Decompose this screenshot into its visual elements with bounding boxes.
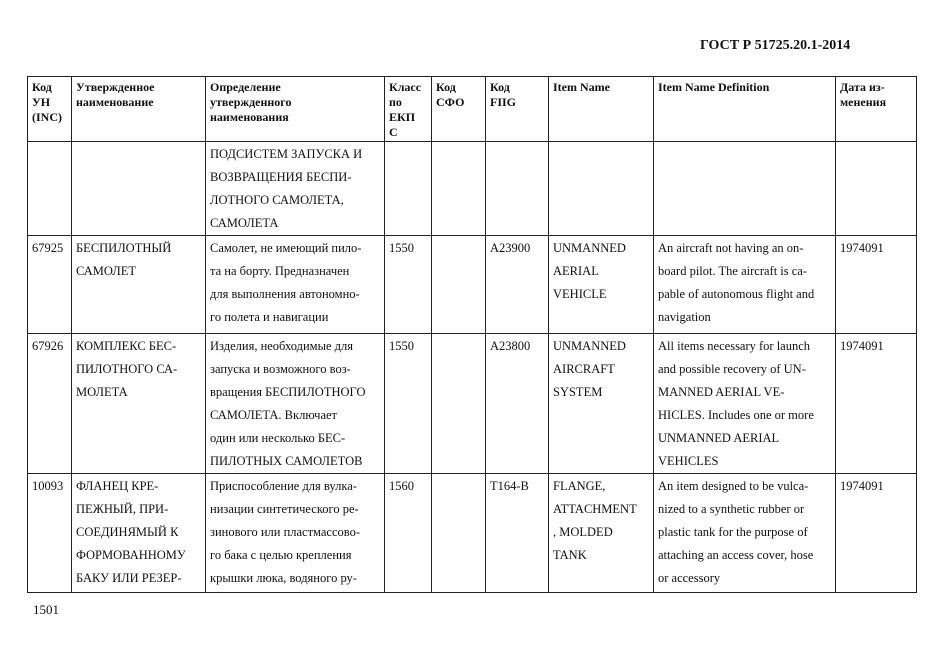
col-header-fiig-code: Код FIIG	[486, 77, 549, 142]
cell-item-name	[549, 142, 654, 236]
cell-change-date: 1974091	[836, 474, 917, 593]
cell-approved-name: БЕСПИЛОТНЫЙ САМОЛЕТ	[72, 236, 206, 334]
col-header-definition: Определение утвержденного наименования	[206, 77, 385, 142]
cell-item-definition: An aircraft not having an on- board pilot. The aircraft is ca- pable of autonomous flight and navigation	[654, 236, 836, 334]
cell-change-date	[836, 142, 917, 236]
cell-sfo-code	[432, 142, 486, 236]
cell-fsc-class: 1560	[385, 474, 432, 593]
cell-sfo-code	[432, 474, 486, 593]
page-number: 1501	[33, 602, 59, 617]
table-row-continuation	[28, 142, 917, 236]
cell-sfo-code	[432, 236, 486, 334]
table-row	[28, 474, 917, 593]
cell-definition: Приспособление для вулка- низации синтетического ре- зинового или пластмассово- го бака с целью крепления крышки люка, водяного ру-	[206, 474, 385, 593]
cell-item-definition: An item designed to be vulca- nized to a synthetic rubber or plastic tank for the purpose of attaching an access cover, hose or accessory	[654, 474, 836, 593]
catalog-table	[27, 76, 917, 593]
cell-inc: 67925	[28, 236, 72, 334]
cell-inc	[28, 142, 72, 236]
cell-approved-name	[72, 142, 206, 236]
cell-fsc-class: 1550	[385, 334, 432, 474]
col-header-approved-name: Утвержденное наименование	[72, 77, 206, 142]
col-header-inc: Код УН (INC)	[28, 77, 72, 142]
cell-item-name: UNMANNED AERIAL VEHICLE	[549, 236, 654, 334]
cell-definition: Самолет, не имеющий пило- та на борту. Предназначен для выполнения автономно- го полета и навигации	[206, 236, 385, 334]
cell-item-definition: All items necessary for launch and possible recovery of UN- MANNED AERIAL VE- HICLES. Includes one or more UNMANNED AERIAL VEHICLES	[654, 334, 836, 474]
cell-item-name: FLANGE, ATTACHMENT , MOLDED TANK	[549, 474, 654, 593]
cell-inc: 10093	[28, 474, 72, 593]
cell-fsc-class	[385, 142, 432, 236]
col-header-sfo-code: Код СФО	[432, 77, 486, 142]
cell-fiig-code: A23900	[486, 236, 549, 334]
cell-item-name: UNMANNED AIRCRAFT SYSTEM	[549, 334, 654, 474]
col-header-item-definition: Item Name Definition	[654, 77, 836, 142]
table-row	[28, 334, 917, 474]
cell-fsc-class: 1550	[385, 236, 432, 334]
table-header-row	[28, 77, 917, 142]
col-header-fsc-class: Класс по ЕКП С	[385, 77, 432, 142]
cell-definition: ПОДСИСТЕМ ЗАПУСКА И ВОЗВРАЩЕНИЯ БЕСПИ- ЛОТНОГО САМОЛЕТА, САМОЛЕТА	[206, 142, 385, 236]
cell-approved-name: ФЛАНЕЦ КРЕ- ПЕЖНЫЙ, ПРИ- СОЕДИНЯМЫЙ К ФОРМОВАННОМУ БАКУ ИЛИ РЕЗЕР-	[72, 474, 206, 593]
cell-change-date: 1974091	[836, 334, 917, 474]
cell-definition: Изделия, необходимые для запуска и возможного воз- вращения БЕСПИЛОТНОГО САМОЛЕТА. Включает один или несколько БЕС- ПИЛОТНЫХ САМОЛЕТОВ	[206, 334, 385, 474]
cell-fiig-code: T164-B	[486, 474, 549, 593]
col-header-item-name: Item Name	[549, 77, 654, 142]
cell-inc: 67926	[28, 334, 72, 474]
cell-sfo-code	[432, 334, 486, 474]
table-row	[28, 236, 917, 334]
cell-change-date: 1974091	[836, 236, 917, 334]
cell-fiig-code	[486, 142, 549, 236]
cell-approved-name: КОМПЛЕКС БЕС- ПИЛОТНОГО СА- МОЛЕТА	[72, 334, 206, 474]
cell-fiig-code: A23800	[486, 334, 549, 474]
cell-item-definition	[654, 142, 836, 236]
col-header-change-date: Дата из- менения	[836, 77, 917, 142]
document-title: ГОСТ Р 51725.20.1-2014	[700, 38, 851, 53]
